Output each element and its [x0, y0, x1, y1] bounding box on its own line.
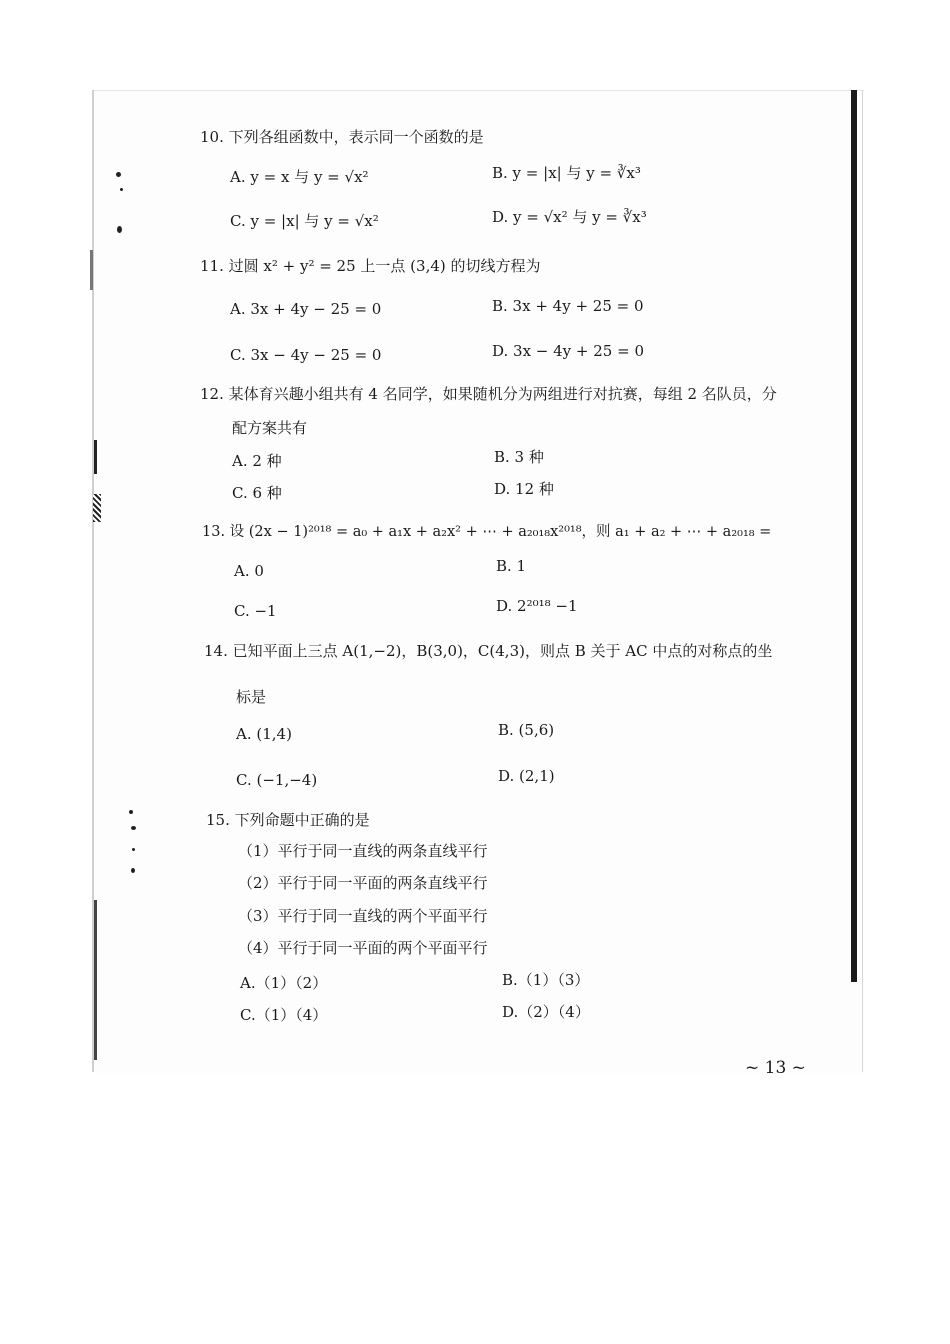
question-15-statement-2: （2）平行于同一平面的两条直线平行	[238, 874, 488, 892]
scan-speck	[129, 810, 133, 814]
question-11-option-c: C. 3x − 4y − 25 = 0	[230, 346, 382, 364]
question-10-option-a: A. y = x 与 y = √x²	[230, 168, 369, 186]
scan-speck	[131, 868, 135, 873]
question-15-statement-4: （4）平行于同一平面的两个平面平行	[238, 939, 488, 957]
question-14-option-c: C. (−1,−4)	[236, 771, 318, 789]
question-14-continuation: 标是	[236, 688, 267, 706]
page-number: ~ 13 ~	[745, 1058, 806, 1078]
scan-speck	[120, 188, 123, 191]
question-12-continuation: 配方案共有	[232, 419, 308, 437]
question-12-option-b: B. 3 种	[494, 448, 544, 466]
question-11-option-b: B. 3x + 4y + 25 = 0	[492, 297, 644, 315]
question-11: 11. 过圆 x² + y² = 25 上一点 (3,4) 的切线方程为	[200, 257, 541, 275]
scan-speck	[116, 172, 121, 177]
question-10-option-d: D. y = √x² 与 y = ∛x³	[492, 208, 647, 226]
question-10-option-c: C. y = |x| 与 y = √x²	[230, 212, 379, 230]
question-15-option-c: C.（1）（4）	[240, 1006, 328, 1024]
question-10: 10. 下列各组函数中，表示同一个函数的是	[200, 128, 484, 146]
question-12: 12. 某体育兴趣小组共有 4 名同学，如果随机分为两组进行对抗赛，每组 2 名队员，分	[200, 385, 777, 403]
scan-speck	[132, 848, 135, 851]
scan-speck	[94, 900, 97, 1060]
page-right-edge-shadow	[851, 90, 857, 982]
question-15-option-b: B.（1）（3）	[502, 971, 590, 989]
question-11-option-d: D. 3x − 4y + 25 = 0	[492, 342, 644, 360]
scan-speck	[131, 826, 136, 830]
scan-speck	[117, 226, 122, 233]
scan-artifact	[90, 250, 93, 290]
question-15-statement-3: （3）平行于同一直线的两个平面平行	[238, 907, 488, 925]
question-14: 14. 已知平面上三点 A(1,−2)，B(3,0)，C(4,3)，则点 B 关于 AC 中点的对称点的坐	[204, 642, 773, 660]
question-10-option-b: B. y = |x| 与 y = ∛x³	[492, 164, 641, 182]
question-14-option-b: B. (5,6)	[498, 721, 555, 739]
question-12-option-d: D. 12 种	[494, 480, 554, 498]
question-15-option-a: A.（1）（2）	[240, 974, 328, 992]
scan-speck	[94, 440, 97, 474]
question-14-option-a: A. (1,4)	[236, 725, 292, 743]
question-15: 15. 下列命题中正确的是	[206, 811, 370, 829]
question-13-option-d: D. 2²⁰¹⁸ −1	[496, 597, 578, 615]
question-13-option-a: A. 0	[234, 562, 264, 580]
question-12-option-c: C. 6 种	[232, 484, 282, 502]
scan-speck	[93, 494, 101, 522]
page-right-edge	[862, 90, 863, 1072]
question-11-option-a: A. 3x + 4y − 25 = 0	[230, 300, 382, 318]
question-15-statement-1: （1）平行于同一直线的两条直线平行	[238, 842, 488, 860]
question-15-option-d: D.（2）（4）	[502, 1003, 590, 1021]
question-12-option-a: A. 2 种	[232, 452, 282, 470]
question-14-option-d: D. (2,1)	[498, 767, 555, 785]
question-13-option-b: B. 1	[496, 557, 527, 575]
question-13-option-c: C. −1	[234, 602, 277, 620]
question-13: 13. 设 (2x − 1)²⁰¹⁸ = a₀ + a₁x + a₂x² + ⋯ + a₂₀₁₈x²⁰¹⁸，则 a₁ + a₂ + ⋯ + a₂₀₁₈ =	[202, 524, 772, 540]
